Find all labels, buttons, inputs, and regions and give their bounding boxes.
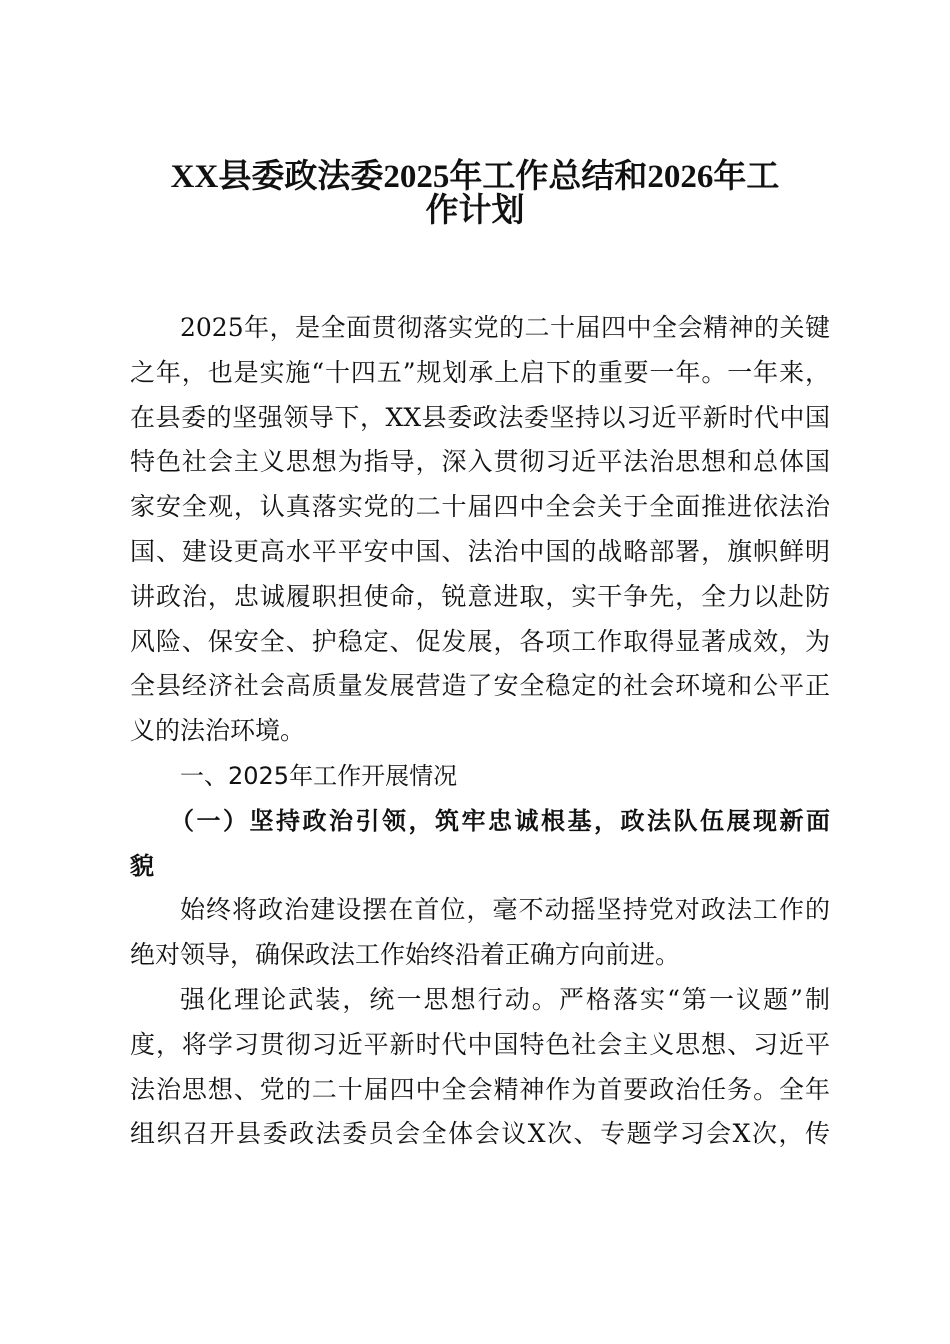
- paragraph: [130, 978, 830, 1157]
- subsection-heading: [130, 799, 830, 889]
- text-line: 风险、保安全、护稳定、促发展，各项工作取得显著成效，为: [130, 626, 830, 656]
- text-line: 讲政治，忠诚履职担使命，锐意进取，实干争先，全力以赴防: [130, 581, 830, 611]
- text-line: 度，将学习贯彻习近平新时代中国特色社会主义思想、习近平: [130, 1029, 830, 1059]
- text-line: 法治思想、党的二十届四中全会精神作为首要政治任务。全年: [130, 1074, 830, 1104]
- document-title: [120, 160, 830, 228]
- title-line: 作计划: [425, 193, 525, 229]
- title-line: XX县委政法委2025年工作总结和2026年工: [170, 159, 780, 195]
- text-line: 强化理论武装，统一思想行动。严格落实“第一议题”制: [180, 984, 830, 1014]
- intro-paragraph: [130, 306, 830, 754]
- text-line: 之年，也是实施“十四五”规划承上启下的重要一年。一年来，: [130, 357, 830, 387]
- text-line: 2025年，是全面贯彻落实党的二十届四中全会精神的关键: [180, 313, 830, 342]
- text-line: 特色社会主义思想为指导，深入贯彻习近平法治思想和总体国: [130, 447, 830, 477]
- section-heading: 一、2025年工作开展情况: [180, 761, 458, 790]
- text-line: 国、建设更高水平平安中国、法治中国的战略部署，旗帜鲜明: [130, 536, 830, 566]
- heading-line: 貌: [130, 851, 154, 880]
- text-line: 义的法治环境。: [130, 716, 306, 746]
- text-line: 绝对领导，确保政法工作始终沿着正确方向前进。: [130, 940, 681, 970]
- text-line: 始终将政治建设摆在首位，毫不动摇坚持党对政法工作的: [180, 895, 830, 925]
- paragraph: [130, 888, 830, 978]
- text-line: 全县经济社会高质量发展营造了安全稳定的社会环境和公平正: [130, 671, 830, 701]
- document-body: [130, 306, 830, 1157]
- heading-line: （一）坚持政治引领，筑牢忠诚根基，政法队伍展现新面: [170, 806, 830, 835]
- text-line: 组织召开县委政法委员会全体会议X次、专题学习会X次，传: [130, 1119, 830, 1149]
- text-line: 在县委的坚强领导下，XX县委政法委坚持以习近平新时代中国: [130, 402, 830, 432]
- text-line: 家安全观，认真落实党的二十届四中全会关于全面推进依法治: [130, 492, 830, 522]
